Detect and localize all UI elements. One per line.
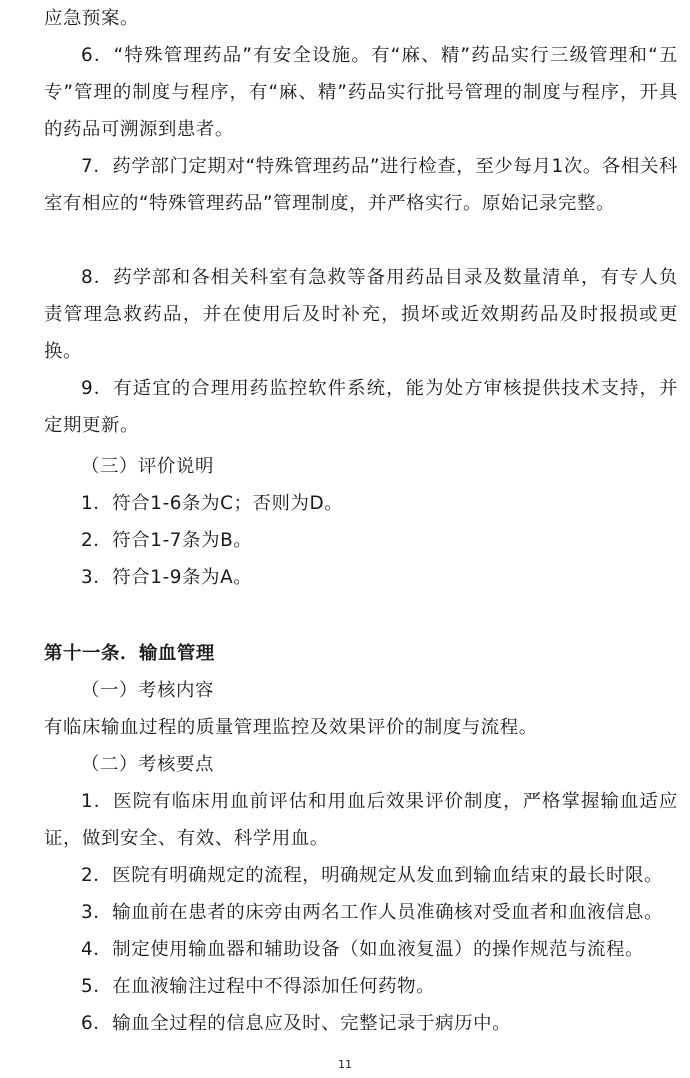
drug-item-8: 8．药学部和各相关科室有急救等备用药品目录及数量清单，有专人负责管理急救药品，并在使用后及时补充，损坏或近效期药品及时报损或更换。	[44, 267, 678, 362]
article-title: 第十一条．输血管理	[44, 643, 215, 664]
drug-item-7: 7．药学部门定期对“特殊管理药品”进行检查，至少每月1次。各相关科室有相应的“特殊管理药品”管理制度，并严格实行。原始记录完整。	[44, 156, 678, 214]
evaluation-item-2: 2．符合1-7条为B。	[81, 530, 253, 551]
drug-item-6: 6．“特殊管理药品”有安全设施。有“麻、精”药品实行三级管理和“五专”管理的制度与程序，有“麻、精”药品实行批号管理的制度与程序，开具的药品可溯源到患者。	[44, 45, 678, 140]
assessment-point-1: 1．医院有临床用血前评估和用血后效果评价制度，严格掌握输血适应证，做到安全、有效、科学用血。	[44, 791, 678, 849]
assessment-point-3: 3．输血前在患者的床旁由两名工作人员准确核对受血者和血液信息。	[81, 902, 664, 923]
assessment-point-6: 6．输血全过程的信息应及时、完整记录于病历中。	[81, 1013, 512, 1034]
assessment-point-4: 4．制定使用输血器和辅助设备（如血液复温）的操作规范与流程。	[81, 939, 645, 960]
page-number: 11	[338, 1058, 352, 1071]
assessment-points-heading: （二）考核要点	[81, 754, 214, 775]
assessment-content-text: 有临床输血过程的质量管理监控及效果评价的制度与流程。	[44, 717, 538, 738]
assessment-content-heading: （一）考核内容	[81, 680, 214, 701]
evaluation-item-1: 1．符合1-6条为C；否则为D。	[81, 493, 344, 514]
continuation-text: 应急预案。	[44, 8, 139, 29]
evaluation-heading: （三）评价说明	[81, 456, 214, 477]
evaluation-item-3: 3．符合1-9条为A。	[81, 567, 253, 588]
assessment-point-5: 5．在血液输注过程中不得添加任何药物。	[81, 976, 436, 997]
drug-item-9: 9．有适宜的合理用药监控软件系统，能为处方审核提供技术支持，并定期更新。	[44, 378, 678, 436]
assessment-point-2: 2．医院有明确规定的流程，明确规定从发血到输血结束的最长时限。	[81, 865, 664, 886]
